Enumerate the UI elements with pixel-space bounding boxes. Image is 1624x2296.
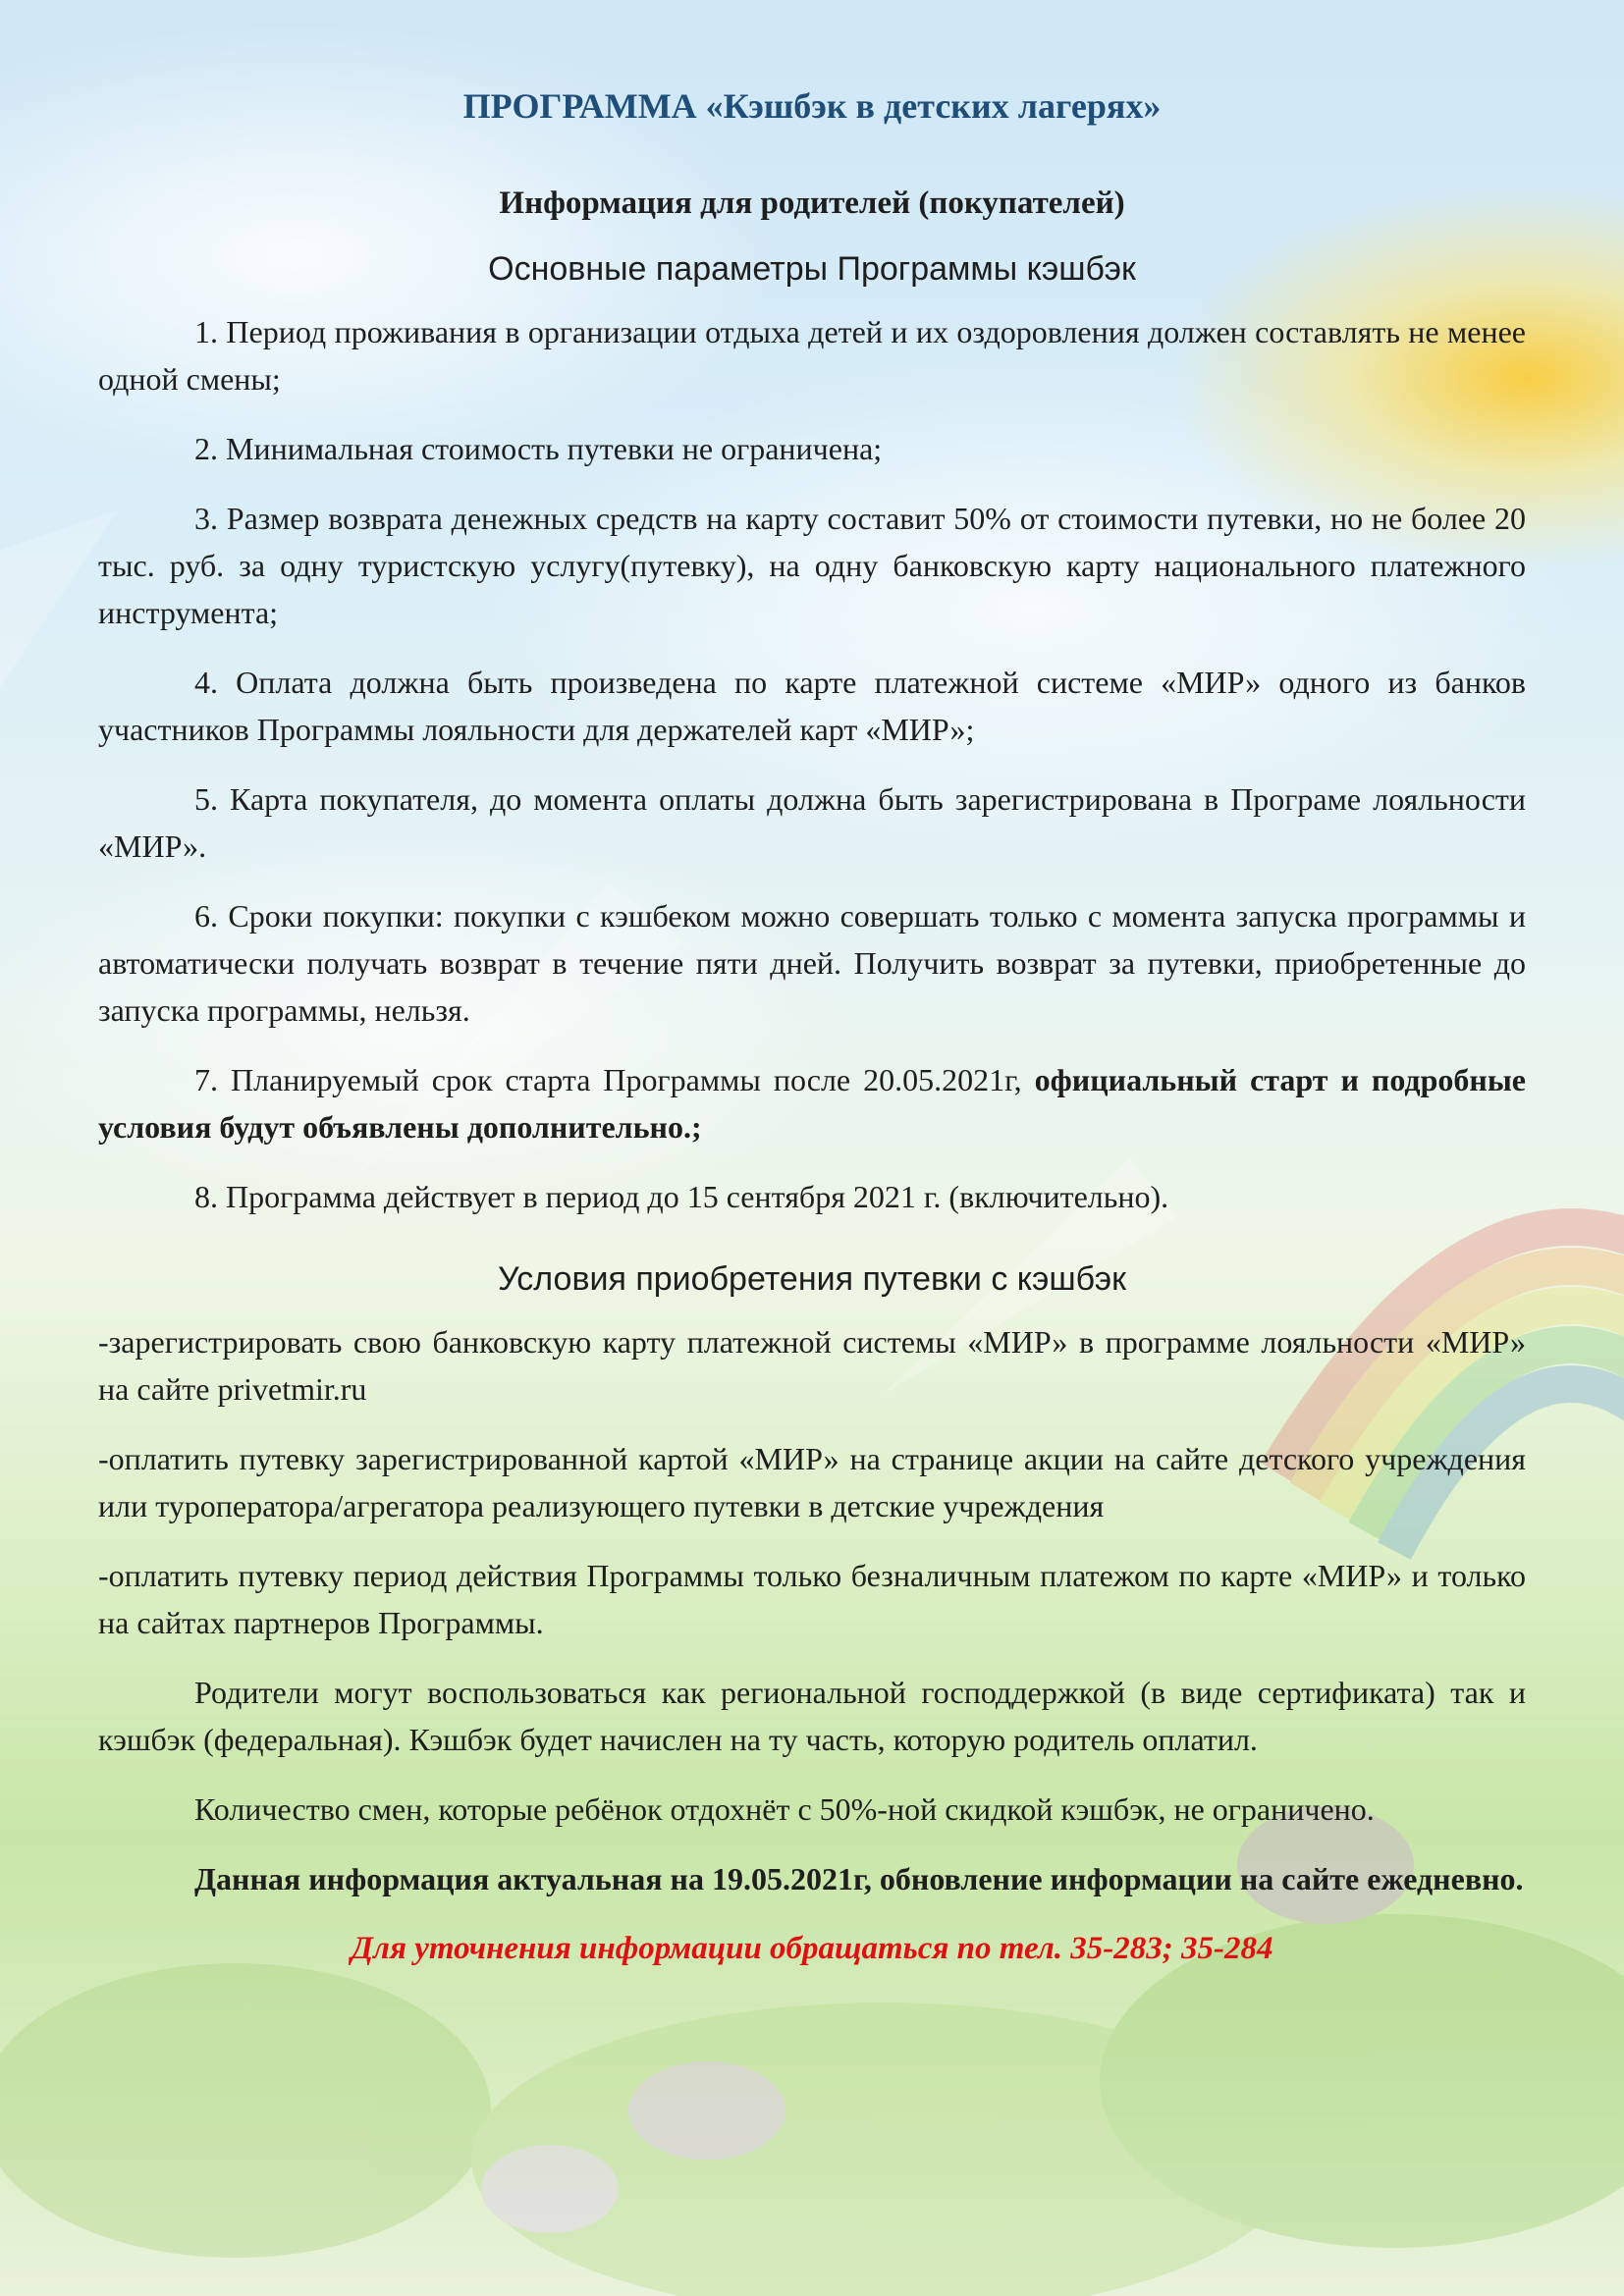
list-item: 4. Оплата должна быть произведена по карте платежной системе «МИР» одного из банков участников Программы лояльности для держателей карт «МИР»; [98,665,1526,747]
list-item: 6. Сроки покупки: покупки с кэшбеком можно совершать только с момента запуска программы и автоматически получать возврат в течение пяти дней. Получить возврат за путевки, приобретенные до запуска программы, нельзя. [98,898,1526,1028]
condition-item: -зарегистрировать свою банковскую карту платежной системы «МИР» в программе лояльности «МИР» на сайте privetmir.ru [98,1324,1526,1407]
document-title: ПРОГРАММА «Кэшбэк в детских лагерях» [462,86,1162,126]
shifts-note: Количество смен, которые ребёнок отдохнёт с 50%-ной скидкой кэшбэк, не ограничено. [194,1791,1375,1827]
condition-item: -оплатить путевку период действия Программы только безналичным платежом по карте «МИР» и только на сайтах партнеров Программы. [98,1558,1526,1640]
list-item: 5. Карта покупателя, до момента оплаты должна быть зарегистрирована в Програме лояльности «МИР». [98,781,1526,864]
start-date-bold-text: официальный старт и подробные условия будут объявлены дополнительно.; [98,1062,1527,1145]
section-heading-conditions: Условия приобретения путевки с кэшбэк [497,1260,1126,1298]
list-item: 2. Минимальная стоимость путевки не ограничена; [194,431,883,466]
list-item-start-date [98,1056,1526,1150]
start-date-text: 7. Планируемый срок старта Программы после 20.05.2021г, [194,1062,1035,1097]
list-item: 1. Период проживания в организации отдыха детей и их оздоровления должен составлять не менее одной смены; [98,314,1526,397]
section-heading-parameters: Основные параметры Программы кэшбэк [488,250,1136,288]
condition-item: -оплатить путевку зарегистрированной картой «МИР» на странице акции на сайте детского учреждения или туроператора/агрегатора реализующего путевки в детские учреждения [98,1441,1526,1523]
update-note: Данная информация актуальная на 19.05.2021г, обновление информации на сайте ежедневно. [194,1861,1524,1896]
document-subtitle: Информация для родителей (покупателей) [499,186,1125,221]
document-page [98,77,1526,1972]
contact-info: Для уточнения информации обращаться по тел. 35-283; 35-284 [351,1931,1273,1966]
list-item: 8. Программа действует в период до 15 сентября 2021 г. (включительно). [194,1179,1169,1214]
parents-note: Родители могут воспользоваться как региональной господдержкой (в виде сертификата) так и кэшбэк (федеральная). Кэшбэк будет начислен на ту часть, которую родитель оплатил. [98,1675,1526,1757]
list-item: 3. Размер возврата денежных средств на карту составит 50% от стоимости путевки, но не более 20 тыс. руб. за одну туристскую услугу(путевку), на одну банковскую карту национального платежного инструмента; [98,501,1526,630]
